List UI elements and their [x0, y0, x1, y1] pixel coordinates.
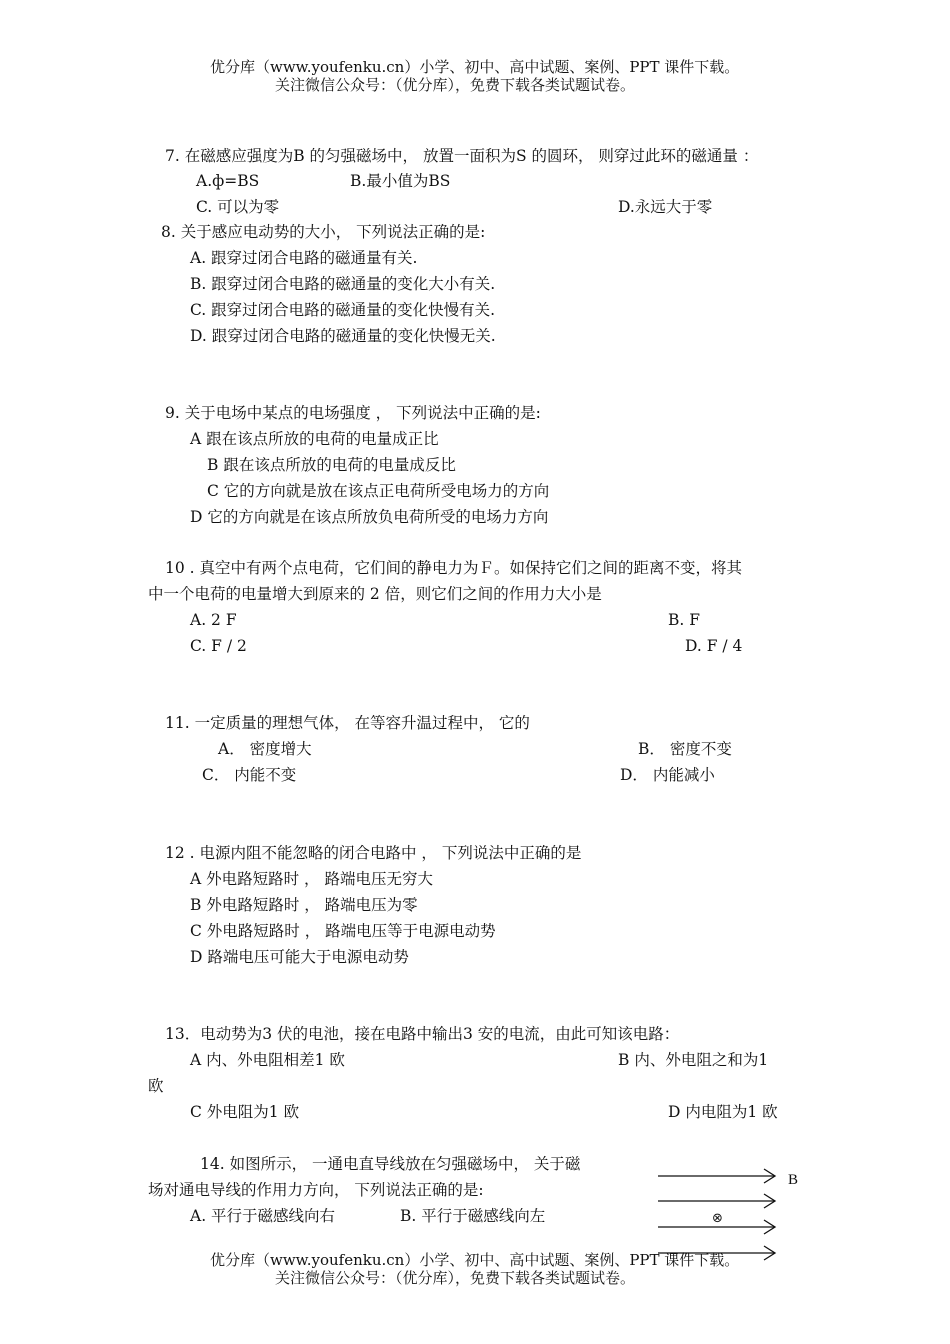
q7-option-d: D.永远大于零: [618, 198, 713, 216]
q8-stem: 8. 关于感应电动势的大小， 下列说法正确的是:: [161, 223, 486, 241]
q14-stem-line-1: 14. 如图所示， 一通电直导线放在匀强磁场中， 关于磁: [200, 1155, 581, 1173]
q11-option-a: A． 密度增大: [218, 740, 312, 758]
q12-option-b: B 外电路短路时 ， 路端电压为零: [190, 896, 418, 914]
q7-option-b: B.最小值为BS: [350, 172, 451, 190]
q9-option-c: C 它的方向就是放在该点正电荷所受电场力的方向: [207, 482, 550, 500]
q14-stem-line-2: 场对通电导线的作用力方向， 下列说法正确的是:: [148, 1181, 484, 1199]
footer-line-1: 优分库（www.youfenku.cn）小学、初中、高中试题、案例、PPT 课件下载。: [210, 1251, 740, 1269]
q13-stem: 13．电动势为3 伏的电池，接在电路中输出3 安的电流，由此可知该电路：: [165, 1025, 680, 1043]
q8-option-b: B. 跟穿过闭合电路的磁通量的变化大小有关.: [190, 275, 496, 293]
field-line-arrow: [658, 1194, 775, 1208]
q9-option-a: A 跟在该点所放的电荷的电量成正比: [190, 430, 439, 448]
q10-option-a: A. 2 F: [190, 611, 237, 629]
q7-option-a: A.ф=BS: [196, 172, 260, 190]
q13-option-d: D 内电阻为1 欧: [668, 1103, 778, 1121]
q10-option-d: D. F / 4: [685, 637, 743, 655]
q14-option-a: A. 平行于磁感线向右: [190, 1207, 336, 1225]
header-line-1: 优分库（www.youfenku.cn）小学、初中、高中试题、案例、PPT 课件下载。: [210, 58, 740, 76]
q12-option-c: C 外电路短路时 ， 路端电压等于电源电动势: [190, 922, 496, 940]
q11-option-d: D． 内能减小: [620, 766, 715, 784]
q8-option-c: C. 跟穿过闭合电路的磁通量的变化快慢有关.: [190, 301, 496, 319]
field-line-arrow: [658, 1169, 775, 1183]
q14-option-b: B. 平行于磁感线向左: [400, 1207, 546, 1225]
q8-option-d: D. 跟穿过闭合电路的磁通量的变化快慢无关.: [190, 327, 496, 345]
q13-option-b: B 内、外电阻之和为1: [618, 1051, 769, 1069]
q11-option-b: B． 密度不变: [638, 740, 732, 758]
q10-stem-line-2: 中一个电荷的电量增大到原来的 2 倍，则它们之间的作用力大小是: [148, 585, 602, 603]
q10-stem-line-1: 10 . 真空中有两个点电荷，它们间的静电力为Ｆ。如保持它们之间的距离不变，将其: [165, 559, 743, 577]
q12-option-a: A 外电路短路时 ， 路端电压无穷大: [190, 870, 433, 888]
q9-option-b: B 跟在该点所放的电荷的电量成反比: [207, 456, 456, 474]
q12-option-d: D 路端电压可能大于电源电动势: [190, 948, 409, 966]
wire-into-page-icon: ⊗: [712, 1211, 723, 1226]
footer-line-2: 关注微信公众号：（优分库），免费下载各类试题试卷。: [275, 1269, 636, 1287]
q11-option-c: C． 内能不变: [202, 766, 297, 784]
q12-stem: 12 . 电源内阻不能忽略的闭合电路中 ， 下列说法中正确的是: [165, 844, 582, 862]
q13-option-a: A 内、外电阻相差1 欧: [190, 1051, 345, 1069]
q13-option-b-continued: 欧: [148, 1077, 164, 1095]
q7-option-c: C. 可以为零: [196, 198, 280, 216]
q9-option-d: D 它的方向就是在该点所放负电荷所受的电场力方向: [190, 508, 549, 526]
q8-option-a: A. 跟穿过闭合电路的磁通量有关.: [190, 249, 418, 267]
q10-option-c: C. F / 2: [190, 637, 247, 655]
q9-stem: 9. 关于电场中某点的电场强度 ， 下列说法中正确的是:: [165, 404, 541, 422]
q10-option-b: B. F: [668, 611, 700, 629]
header-line-2: 关注微信公众号：（优分库），免费下载各类试题试卷。: [275, 76, 636, 94]
field-label-b: B: [788, 1172, 799, 1188]
q11-stem: 11. 一定质量的理想气体， 在等容升温过程中， 它的: [165, 714, 530, 732]
q13-option-c: C 外电阻为1 欧: [190, 1103, 300, 1121]
q7-stem: 7. 在磁感应强度为B 的匀强磁场中， 放置一面积为S 的圆环， 则穿过此环的磁通量 ：: [165, 147, 759, 165]
